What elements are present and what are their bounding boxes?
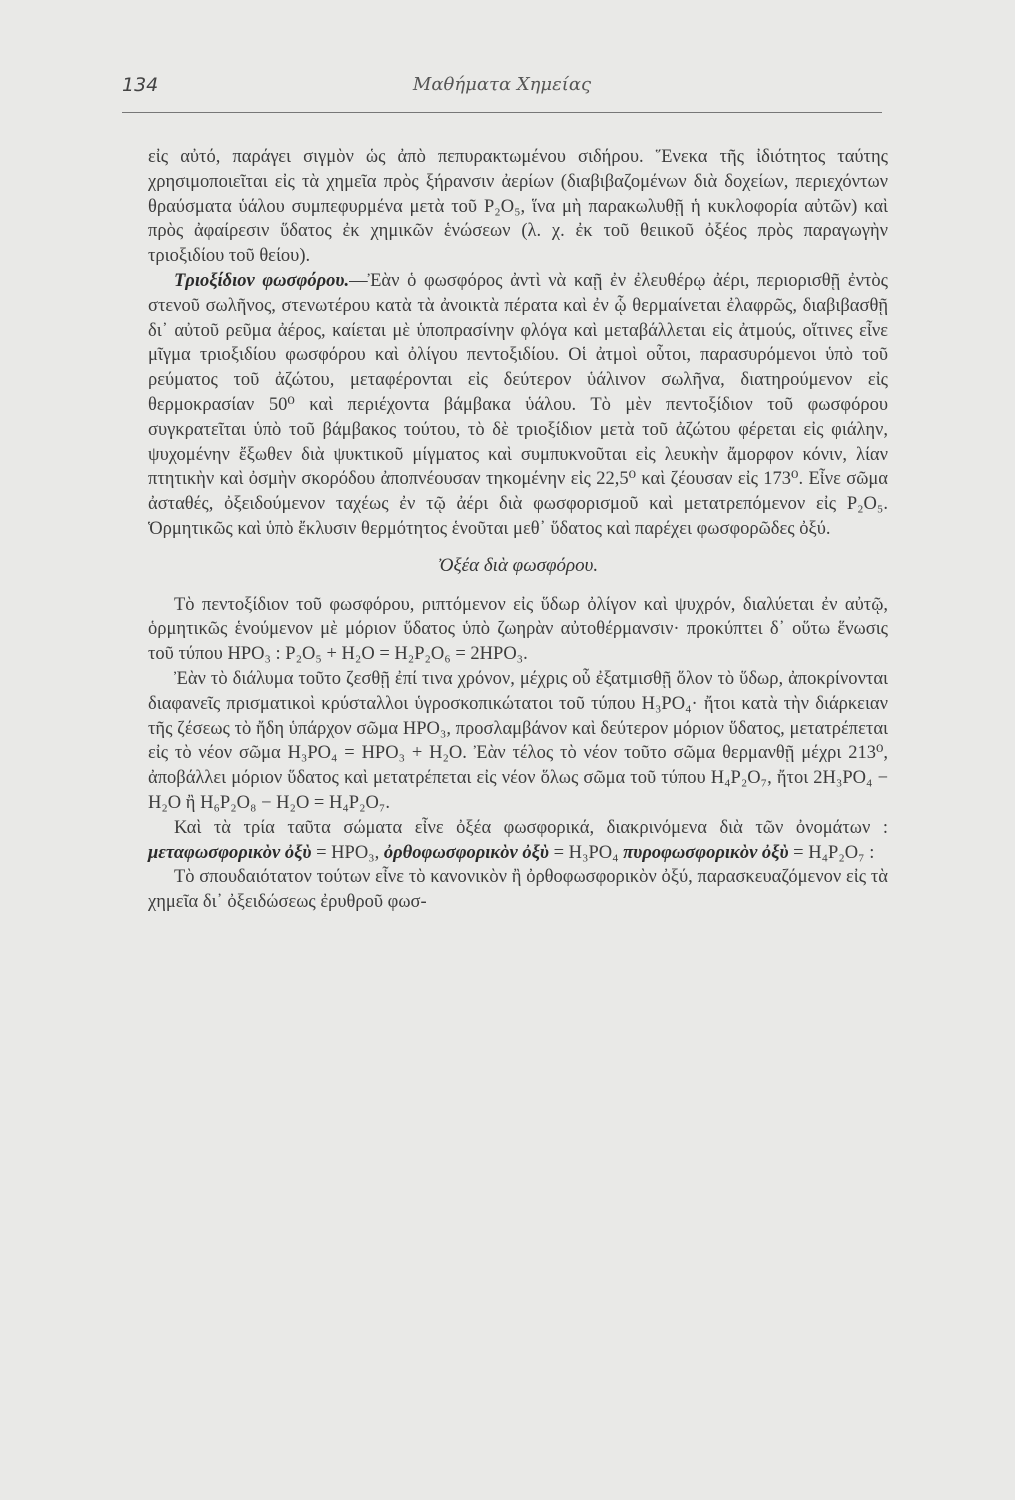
paragraph-orthophosphoric-prep: Τὸ σπουδαιότατον τούτων εἶνε τὸ κανονικὸν ἢ ὀρθοφωσφορικὸν ὀξύ, παρασκευαζόμενον εἰς τὰ χημεῖα δι᾽ ὀξειδώσεως ἐρυθροῦ φωσ- — [148, 867, 888, 913]
section-heading-phosphorus-acids: Ὀξέα διὰ φωσφόρου. — [437, 554, 599, 576]
running-title: Μαθήματα Χημείας — [412, 74, 592, 95]
formula-hpo3: HPO₃ : P₂O₅ + H₂O = H₂P₂O₆ = 2HPO₃. — [227, 644, 528, 665]
three-acids-intro: Καὶ τὰ τρία ταῦτα σώματα εἶνε ὀξέα φωσφορικά, διακρινόμενα διὰ τῶν ὀνομάτων : — [174, 817, 888, 838]
paragraph-pentoxide-water — [148, 593, 888, 667]
term-metaphosphoric-acid: μεταφωσφορικὸν ὀξὺ — [148, 842, 312, 863]
term-phosphorus-trioxide: Τριοξίδιον φωσφόρου. — [174, 270, 350, 291]
paragraph-phosphorus-trioxide — [148, 269, 888, 542]
paragraph-trioxide-text: —Ἐὰν ὁ φωσφόρος ἀντὶ νὰ καῇ ἐν ἐλευθέρῳ ἀέρι, περιορισθῇ ἐντὸς στενοῦ σωλῆνος, στενωτέρου κατὰ τὰ ἀνοικτὰ πέρατα καὶ ἐν ᾧ θερμαίνεται ἐλαφρῶς, διαβιβασθῇ δι᾽ αὐτοῦ ρεῦμα ἀέρος, καίεται μὲ ὑποπρασίνην φλόγα καὶ μεταβάλλεται εἰς ἀτμούς, οἵτινες εἶνε μῖγμα τριοξιδίου φωσφόρου καὶ ὀλίγου πεντοξιδίου. Οἱ ἀτμοὶ οὗτοι, παρασυρόμενοι ὑπὸ τοῦ ρεύματος τοῦ ἀζώτου, μεταφέρονται εἰς δεύτερον ὑάλινον σωλῆνα, διατηρούμενον εἰς θερμοκρασίαν 50⁰ καὶ περιέχοντα βάμβακα ὑάλου. Τὸ μὲν πεντοξίδιον τοῦ φωσφόρου συγκρατεῖται ὑπὸ τοῦ βάμβακος τούτου, τὸ δὲ τριοξίδιον μετὰ τοῦ ἀζώτου φέρεται εἰς φιάλην, ψυχομένην ἔξωθεν διὰ ψυκτικοῦ μίγματος καὶ συμπυκνοῦται εἰς λευκὴν ἄμορφον κόνιν, λίαν πτητικὴν καὶ ὀσμὴν σκορόδου ἀποπνέουσαν τηκομένην εἰς 22,5⁰ καὶ ζέουσαν εἰς 173⁰. Εἶνε σῶμα ἀσταθές, ὀξειδούμενον ταχέως ἐν τῷ ἀέρι διὰ φωσφορισμοῦ καὶ μετατρεπόμενον εἰς P₂O₅. Ὁρμητικῶς καὶ ὑπὸ ἔκλυσιν θερμότητος ἑνοῦται μεθ᾽ ὕδατος καὶ παρέχει φωσφορῶδες ὀξύ. — [148, 270, 888, 539]
term-pyrophosphoric-acid: πυροφωσφορικὸν ὀξὺ — [623, 842, 789, 863]
term-orthophosphoric-acid: ὀρθοφωσφορικὸν ὀξὺ — [383, 842, 549, 863]
body-text — [148, 145, 888, 915]
formula-orthophosphoric: = H₃PO₄ — [553, 842, 619, 863]
page-number: 134 — [122, 74, 159, 96]
paragraph-pentoxide-text: Τὸ πεντοξίδιον τοῦ φωσφόρου, ριπτόμενον εἰς ὕδωρ ὀλίγον καὶ ψυχρόν, διαλύεται ἐν αὐτῷ, ὁρμητικῶς ἑνούμενον μὲ μόριον ὕδατος ὑπὸ ζωηρὰν αὐτοθέρμανσιν· προκύπτει δ᾽ οὕτω ἕνωσις τοῦ τύπου — [148, 594, 888, 665]
paragraph-boiling-solution: Ἐὰν τὸ διάλυμα τοῦτο ζεσθῇ ἐπί τινα χρόνον, μέχρις οὗ ἐξατμισθῇ ὅλον τὸ ὕδωρ, ἀποκρίνονται διαφανεῖς πρισματικοὶ κρύσταλλοι ὑγροσκοπικώτατοι τοῦ τύπου H₃PO₄· ἤτοι κατὰ τὴν διάρκειαν τῆς ζέσεως τὸ ἤδη ὑπάρχον σῶμα HPO₃, προσλαμβάνον καὶ δεύτερον μόριον ὕδατος, μετατρέπεται εἰς τὸ νέον σῶμα H₃PO₄ = HPO₃ + H₂O. Ἐὰν τέλος τὸ νέον τοῦτο σῶμα θερμανθῇ μέχρι 213⁰, ἀποβάλλει μόριον ὕδατος καὶ μετατρέπεται εἰς νέον ὅλως σῶμα τοῦ τύπου H₄P₂O₇, ἤτοι 2H₃PO₄ − H₂O ἢ H₆P₂O₈ − H₂O = H₄P₂O₇. — [148, 668, 888, 813]
formula-pyrophosphoric: = H₄P₂O₇ : — [793, 842, 875, 863]
page-header — [122, 72, 882, 113]
formula-metaphosphoric: = HPO₃, — [316, 842, 380, 863]
paragraph-three-acids — [148, 816, 888, 866]
paragraph-drying-uses: εἰς αὐτό, παράγει σιγμὸν ὡς ἀπὸ πεπυρακτωμένου σιδήρου. Ἕνεκα τῆς ἰδιότητος ταύτης χρησιμοποιεῖται εἰς τὰ χημεῖα πρὸς ξήρανσιν ἀερίων (διαβιβαζομένων διὰ δοχείων, περιεχόντων θραύσματα ὑάλου συμπεφυρμένα μετὰ τοῦ P₂O₅, ἵνα μὴ παρακωλυθῇ ἡ κυκλοφορία αὐτῶν) καὶ πρὸς ἀφαίρεσιν ὕδατος ἐκ χημικῶν ἑνώσεων (λ. χ. ἐκ τοῦ θειικοῦ ὀξέος πρὸς παραγωγὴν τριοξιδίου τοῦ θείου). — [148, 147, 888, 267]
